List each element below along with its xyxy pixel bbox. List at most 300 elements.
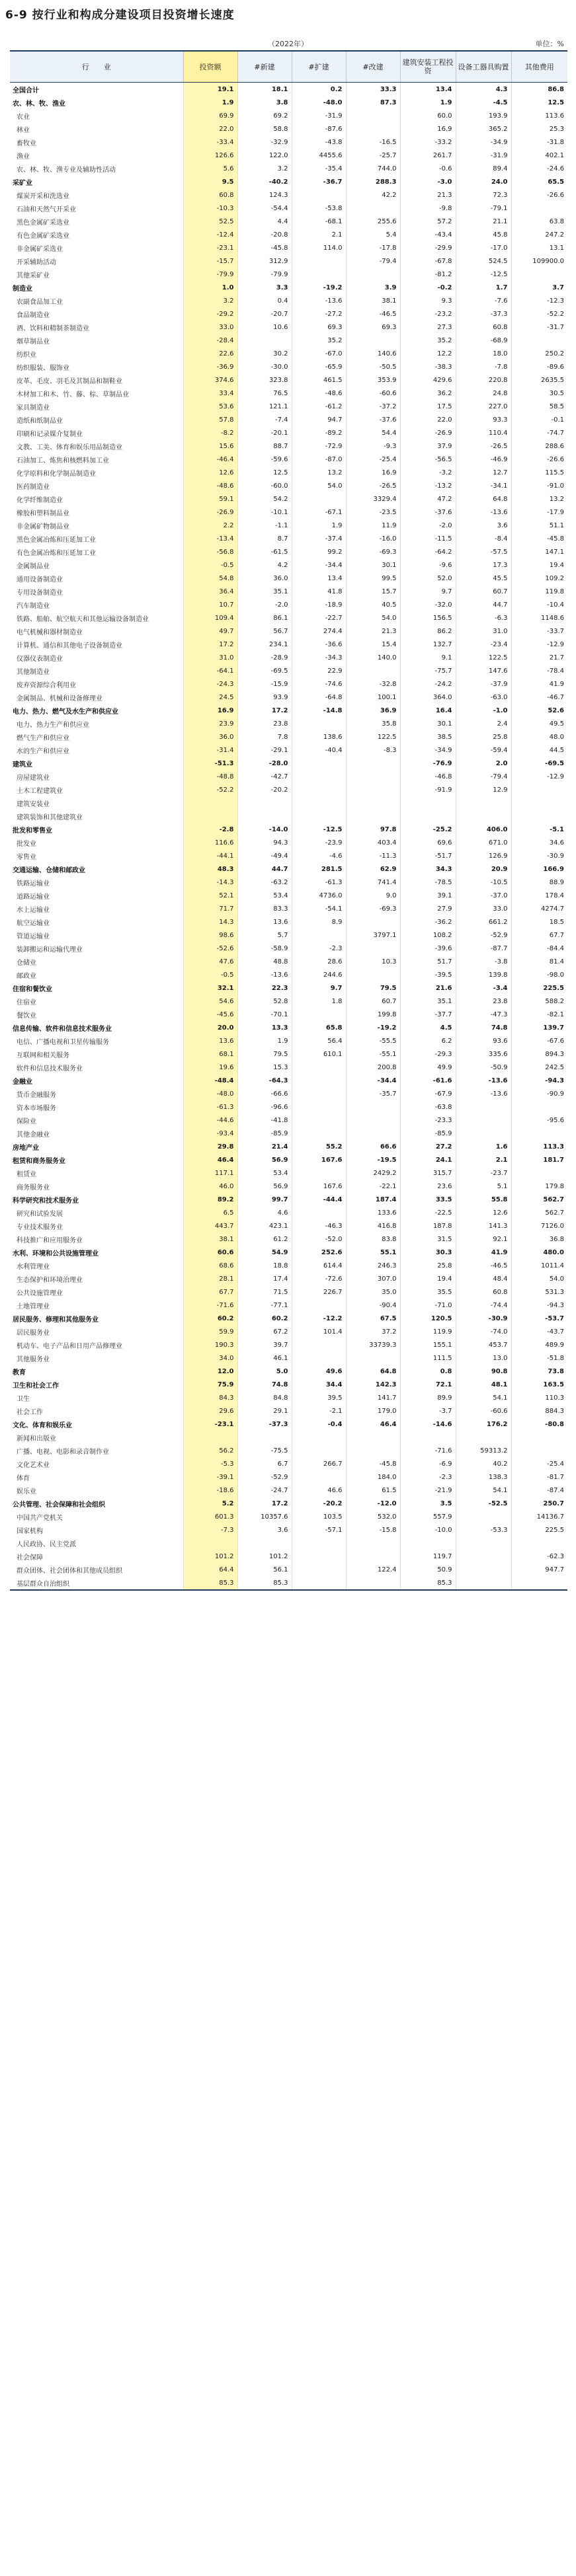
value-construction: -56.5 (400, 453, 456, 466)
industry-name: 电气机械和器材制造业 (17, 628, 83, 636)
value-expansion: -74.6 (292, 677, 346, 691)
value-equipment (456, 1100, 511, 1114)
value-construction: 69.6 (400, 836, 456, 849)
value-other-costs: 44.5 (511, 743, 567, 757)
value-expansion: -54.1 (292, 902, 346, 915)
value-other-costs: -82.1 (511, 1008, 567, 1021)
industry-name: 家具制造业 (17, 404, 50, 412)
value-other-costs: -98.0 (511, 968, 567, 981)
value-investment: -93.4 (183, 1127, 237, 1140)
value-equipment: -52.5 (456, 1497, 511, 1510)
value-new: 10357.6 (237, 1510, 292, 1523)
value-new: -20.8 (237, 228, 292, 241)
value-other-costs: -46.7 (511, 691, 567, 704)
value-expansion: -23.9 (292, 836, 346, 849)
value-expansion: 99.2 (292, 545, 346, 558)
value-new: 56.9 (237, 1180, 292, 1193)
value-other-costs: 49.5 (511, 717, 567, 730)
value-investment: 49.7 (183, 625, 237, 638)
value-equipment: 60.8 (456, 1285, 511, 1299)
value-equipment: 1.7 (456, 281, 511, 294)
table-row (10, 466, 567, 479)
value-renovation: 179.0 (346, 1404, 400, 1418)
value-other-costs: 34.6 (511, 836, 567, 849)
value-new: -20.2 (237, 783, 292, 796)
value-equipment: -87.7 (456, 942, 511, 955)
value-new: 67.2 (237, 1325, 292, 1338)
table-row (10, 1114, 567, 1127)
value-renovation: 35.8 (346, 717, 400, 730)
value-investment: -51.3 (183, 757, 237, 770)
value-new: -41.8 (237, 1114, 292, 1127)
value-other-costs (511, 1444, 567, 1457)
value-equipment (456, 1550, 511, 1563)
value-expansion: -64.8 (292, 691, 346, 704)
industry-name: 居民服务业 (17, 1329, 50, 1337)
industry-name: 铁路运输业 (17, 880, 50, 888)
value-construction: 47.2 (400, 492, 456, 506)
value-other-costs: 41.9 (511, 677, 567, 691)
value-other-costs: -5.1 (511, 823, 567, 836)
value-expansion (292, 1351, 346, 1365)
table-row (10, 810, 567, 823)
value-expansion: 65.8 (292, 1021, 346, 1034)
value-expansion: 0.2 (292, 83, 346, 96)
value-investment: -15.7 (183, 254, 237, 268)
table-row (10, 228, 567, 241)
table-row (10, 1285, 567, 1299)
column-header-new: #新建 (237, 51, 292, 83)
industry-name: 文化、体育和娱乐业 (13, 1421, 72, 1429)
value-other-costs (511, 810, 567, 823)
page-title: 6-9 按行业和构成分建设项目投资增长速度 (5, 9, 235, 22)
industry-name: 燃气生产和供应业 (17, 734, 69, 742)
value-equipment: -3.4 (456, 981, 511, 995)
value-other-costs: -94.3 (511, 1299, 567, 1312)
industry-name: 酒、饮料和精制茶制造业 (17, 324, 89, 332)
table-row (10, 942, 567, 955)
value-investment: -48.0 (183, 1087, 237, 1100)
value-other-costs (511, 1127, 567, 1140)
value-construction: 21.3 (400, 188, 456, 202)
value-renovation: -19.5 (346, 1153, 400, 1166)
value-renovation: 122.4 (346, 1563, 400, 1576)
value-expansion: -4.6 (292, 849, 346, 862)
value-equipment: 20.9 (456, 862, 511, 876)
value-expansion: 35.2 (292, 334, 346, 347)
table-row (10, 1074, 567, 1087)
value-investment: 52.1 (183, 889, 237, 902)
value-renovation: 11.9 (346, 519, 400, 532)
value-equipment: -17.0 (456, 241, 511, 254)
value-investment: 52.5 (183, 215, 237, 228)
value-investment (183, 810, 237, 823)
value-expansion: 39.5 (292, 1391, 346, 1404)
industry-name: 住宿和餐饮业 (13, 985, 52, 993)
value-equipment: -63.0 (456, 691, 511, 704)
value-equipment: 147.6 (456, 664, 511, 677)
table-row (10, 1510, 567, 1523)
table-row (10, 1404, 567, 1418)
value-equipment: -37.9 (456, 677, 511, 691)
value-equipment: -57.5 (456, 545, 511, 558)
value-equipment: 12.7 (456, 466, 511, 479)
value-construction: -46.8 (400, 770, 456, 783)
value-renovation: -15.8 (346, 1523, 400, 1536)
value-equipment: -34.9 (456, 135, 511, 149)
value-renovation: -69.3 (346, 902, 400, 915)
value-new: 4.6 (237, 1206, 292, 1219)
industry-name: 金属制品业 (17, 562, 50, 570)
value-renovation: 288.3 (346, 175, 400, 188)
value-equipment: -79.4 (456, 770, 511, 783)
value-expansion: 41.8 (292, 585, 346, 598)
value-new: 61.2 (237, 1232, 292, 1246)
value-other-costs: 25.3 (511, 122, 567, 135)
value-other-costs (511, 268, 567, 281)
value-new: 58.8 (237, 122, 292, 135)
value-investment: 54.6 (183, 995, 237, 1008)
value-other-costs: 402.1 (511, 149, 567, 162)
value-expansion (292, 1008, 346, 1021)
value-construction: 12.2 (400, 347, 456, 360)
value-investment: 64.4 (183, 1563, 237, 1576)
industry-name: 专用设备制造业 (17, 589, 63, 597)
value-other-costs: 147.1 (511, 545, 567, 558)
value-construction: -64.2 (400, 545, 456, 558)
table-row (10, 902, 567, 915)
value-new: -7.4 (237, 413, 292, 426)
value-expansion: -36.6 (292, 638, 346, 651)
table-row (10, 611, 567, 625)
value-construction: 23.6 (400, 1180, 456, 1193)
value-expansion: 226.7 (292, 1285, 346, 1299)
value-expansion: -48.0 (292, 96, 346, 109)
value-new: -14.0 (237, 823, 292, 836)
value-new: 18.1 (237, 83, 292, 96)
value-new: 17.2 (237, 704, 292, 717)
value-other-costs: 21.7 (511, 651, 567, 664)
value-construction: -29.3 (400, 1047, 456, 1061)
value-new: 60.2 (237, 1312, 292, 1325)
industry-name: 纺织业 (17, 351, 36, 359)
column-header-investment: 投资额 (183, 51, 237, 83)
value-equipment (456, 1127, 511, 1140)
industry-name: 公共管理、社会保障和社会组织 (13, 1501, 105, 1509)
value-investment: 20.0 (183, 1021, 237, 1034)
value-new: 54.9 (237, 1246, 292, 1259)
value-equipment: 45.5 (456, 572, 511, 585)
value-expansion: -67.1 (292, 506, 346, 519)
industry-name: 仪器仪表制造业 (17, 655, 63, 663)
industry-name: 教育 (13, 1369, 26, 1377)
value-investment: 22.6 (183, 347, 237, 360)
value-construction: -9.6 (400, 558, 456, 572)
value-other-costs: 110.3 (511, 1391, 567, 1404)
value-equipment: 12.6 (456, 1206, 511, 1219)
value-expansion: 4736.0 (292, 889, 346, 902)
value-construction: -22.5 (400, 1206, 456, 1219)
value-new: 423.1 (237, 1219, 292, 1232)
value-renovation: -8.3 (346, 743, 400, 757)
value-new: 18.8 (237, 1259, 292, 1272)
value-equipment: 54.1 (456, 1391, 511, 1404)
value-investment: -31.4 (183, 743, 237, 757)
value-other-costs: -69.5 (511, 757, 567, 770)
value-investment (183, 796, 237, 810)
table-row (10, 1021, 567, 1034)
table-row (10, 572, 567, 585)
value-renovation: -25.4 (346, 453, 400, 466)
value-investment: 109.4 (183, 611, 237, 625)
table-row (10, 770, 567, 783)
value-renovation: 255.6 (346, 215, 400, 228)
value-equipment: -13.6 (456, 1074, 511, 1087)
value-investment: 53.6 (183, 400, 237, 413)
value-investment: 19.1 (183, 83, 237, 96)
industry-name: 化学原料和化学制品制造业 (17, 470, 96, 478)
table-row (10, 1365, 567, 1378)
industry-name: 电力、热力生产和供应业 (17, 721, 89, 729)
value-equipment: 365.2 (456, 122, 511, 135)
value-construction: -76.9 (400, 757, 456, 770)
industry-name: 非金属矿物制品业 (17, 523, 69, 531)
industry-name: 烟草制品业 (17, 338, 50, 346)
value-expansion (292, 757, 346, 770)
value-new: -70.1 (237, 1008, 292, 1021)
value-construction: 1.9 (400, 96, 456, 109)
industry-name: 水利、环境和公共设施管理业 (13, 1250, 99, 1258)
value-construction: -3.0 (400, 175, 456, 188)
value-construction: 86.2 (400, 625, 456, 638)
value-renovation (346, 1351, 400, 1365)
value-renovation (346, 810, 400, 823)
value-renovation: 3.9 (346, 281, 400, 294)
table-row (10, 585, 567, 598)
industry-name: 纺织服装、服饰业 (17, 364, 69, 372)
value-construction: -2.0 (400, 519, 456, 532)
value-expansion (292, 268, 346, 281)
value-expansion (292, 928, 346, 942)
value-equipment: 453.7 (456, 1338, 511, 1351)
value-construction: -36.2 (400, 915, 456, 928)
value-equipment: 1.6 (456, 1140, 511, 1153)
value-investment: 69.9 (183, 109, 237, 122)
value-expansion: -36.7 (292, 175, 346, 188)
value-new: 56.7 (237, 625, 292, 638)
value-other-costs: -87.4 (511, 1484, 567, 1497)
value-investment: 38.1 (183, 1232, 237, 1246)
value-new: 4.4 (237, 215, 292, 228)
industry-name: 专业技术服务业 (17, 1223, 63, 1231)
industry-name: 软件和信息技术服务业 (17, 1065, 83, 1073)
table-row (10, 1484, 567, 1497)
value-investment: 29.6 (183, 1404, 237, 1418)
table-row (10, 241, 567, 254)
table-row (10, 625, 567, 638)
table-row (10, 1140, 567, 1153)
value-investment: 14.3 (183, 915, 237, 928)
value-renovation: 187.4 (346, 1193, 400, 1206)
value-expansion: -67.0 (292, 347, 346, 360)
value-expansion: 167.6 (292, 1153, 346, 1166)
value-investment: 23.9 (183, 717, 237, 730)
value-renovation: -16.0 (346, 532, 400, 545)
value-construction: -10.0 (400, 1523, 456, 1536)
value-investment: 17.2 (183, 638, 237, 651)
value-other-costs (511, 1536, 567, 1550)
value-expansion (292, 1061, 346, 1074)
value-expansion: -48.6 (292, 387, 346, 400)
value-new: -85.9 (237, 1127, 292, 1140)
value-renovation: -9.3 (346, 439, 400, 453)
value-renovation: 140.0 (346, 651, 400, 664)
value-expansion (292, 254, 346, 268)
table-row (10, 1391, 567, 1404)
value-expansion: 54.0 (292, 479, 346, 492)
value-investment: -64.1 (183, 664, 237, 677)
table-row (10, 717, 567, 730)
value-renovation: 79.5 (346, 981, 400, 995)
value-construction: 31.5 (400, 1232, 456, 1246)
table-row (10, 1008, 567, 1021)
value-other-costs: 480.0 (511, 1246, 567, 1259)
value-equipment: 335.6 (456, 1047, 511, 1061)
table-row (10, 1232, 567, 1246)
value-expansion: -18.9 (292, 598, 346, 611)
value-renovation: 141.7 (346, 1391, 400, 1404)
value-new: -52.9 (237, 1470, 292, 1484)
value-investment: 60.6 (183, 1246, 237, 1259)
table-row (10, 453, 567, 466)
value-construction: 37.9 (400, 439, 456, 453)
value-equipment: 2.4 (456, 717, 511, 730)
value-construction: 315.7 (400, 1166, 456, 1180)
value-equipment: 4.3 (456, 83, 511, 96)
value-equipment: 93.6 (456, 1034, 511, 1047)
value-other-costs: 179.8 (511, 1180, 567, 1193)
industry-name: 金融业 (13, 1078, 32, 1086)
value-new: -69.5 (237, 664, 292, 677)
value-new: -28.9 (237, 651, 292, 664)
value-other-costs: 178.4 (511, 889, 567, 902)
value-expansion: 461.5 (292, 373, 346, 387)
value-expansion: 2.1 (292, 228, 346, 241)
value-investment: 33.4 (183, 387, 237, 400)
value-equipment: 18.0 (456, 347, 511, 360)
value-renovation: 16.9 (346, 466, 400, 479)
value-expansion: 266.7 (292, 1457, 346, 1470)
value-construction: -32.0 (400, 598, 456, 611)
value-construction: -24.2 (400, 677, 456, 691)
value-other-costs: 7126.0 (511, 1219, 567, 1232)
value-new: 1.9 (237, 1034, 292, 1047)
value-other-costs: -52.2 (511, 307, 567, 321)
value-investment: 46.0 (183, 1180, 237, 1193)
value-new: 94.3 (237, 836, 292, 849)
table-row (10, 823, 567, 836)
value-construction: 16.4 (400, 704, 456, 717)
value-other-costs: -90.9 (511, 1087, 567, 1100)
value-investment: -28.4 (183, 334, 237, 347)
value-new: 3.3 (237, 281, 292, 294)
value-new: 0.4 (237, 294, 292, 307)
value-other-costs: 2635.5 (511, 373, 567, 387)
industry-name: 管道运输业 (17, 932, 50, 940)
value-construction: 85.3 (400, 1576, 456, 1590)
value-new: -30.0 (237, 360, 292, 373)
table-row (10, 1497, 567, 1510)
value-other-costs: -91.0 (511, 479, 567, 492)
value-investment: -24.3 (183, 677, 237, 691)
table-row (10, 149, 567, 162)
value-equipment: -34.1 (456, 479, 511, 492)
value-construction: -11.5 (400, 532, 456, 545)
value-other-costs: 3.7 (511, 281, 567, 294)
value-construction: 155.1 (400, 1338, 456, 1351)
value-expansion (292, 1087, 346, 1100)
year-note: （2022年） (268, 40, 308, 48)
unit-note: 单位：% (535, 40, 564, 48)
value-investment: -52.2 (183, 783, 237, 796)
value-renovation: 38.1 (346, 294, 400, 307)
value-other-costs (511, 1100, 567, 1114)
value-investment: -7.3 (183, 1523, 237, 1536)
value-other-costs: -30.9 (511, 849, 567, 862)
value-new: 53.4 (237, 1166, 292, 1180)
value-investment: 48.3 (183, 862, 237, 876)
value-expansion (292, 1074, 346, 1087)
industry-name: 有色金属矿采选业 (17, 232, 69, 240)
value-expansion: -12.2 (292, 1312, 346, 1325)
value-equipment: -74.0 (456, 1325, 511, 1338)
column-header-expansion: #扩建 (292, 51, 346, 83)
value-renovation: -17.8 (346, 241, 400, 254)
value-equipment (456, 796, 511, 810)
value-expansion: -53.8 (292, 202, 346, 215)
table-row (10, 783, 567, 796)
table-row (10, 294, 567, 307)
table-row (10, 1180, 567, 1193)
table-row (10, 691, 567, 704)
value-other-costs: 115.5 (511, 466, 567, 479)
value-renovation: 353.9 (346, 373, 400, 387)
value-construction: 49.9 (400, 1061, 456, 1074)
value-investment: 59.9 (183, 1325, 237, 1338)
value-new: 54.2 (237, 492, 292, 506)
industry-name: 计算机、通信和其他电子设备制造业 (17, 642, 122, 650)
value-new: -1.1 (237, 519, 292, 532)
value-new: 15.3 (237, 1061, 292, 1074)
value-investment: -45.6 (183, 1008, 237, 1021)
value-new: -10.1 (237, 506, 292, 519)
industry-name: 汽车制造业 (17, 602, 50, 610)
value-new: 36.0 (237, 572, 292, 585)
value-new: 3.2 (237, 162, 292, 175)
value-equipment: 72.3 (456, 188, 511, 202)
value-construction: 89.9 (400, 1391, 456, 1404)
value-other-costs: 48.0 (511, 730, 567, 743)
value-equipment: -13.6 (456, 506, 511, 519)
value-other-costs: 288.6 (511, 439, 567, 453)
value-expansion (292, 1166, 346, 1180)
value-investment: 84.3 (183, 1391, 237, 1404)
value-construction: 9.1 (400, 651, 456, 664)
value-expansion: 13.4 (292, 572, 346, 585)
table-row (10, 373, 567, 387)
value-equipment: 21.1 (456, 215, 511, 228)
table-row (10, 321, 567, 334)
